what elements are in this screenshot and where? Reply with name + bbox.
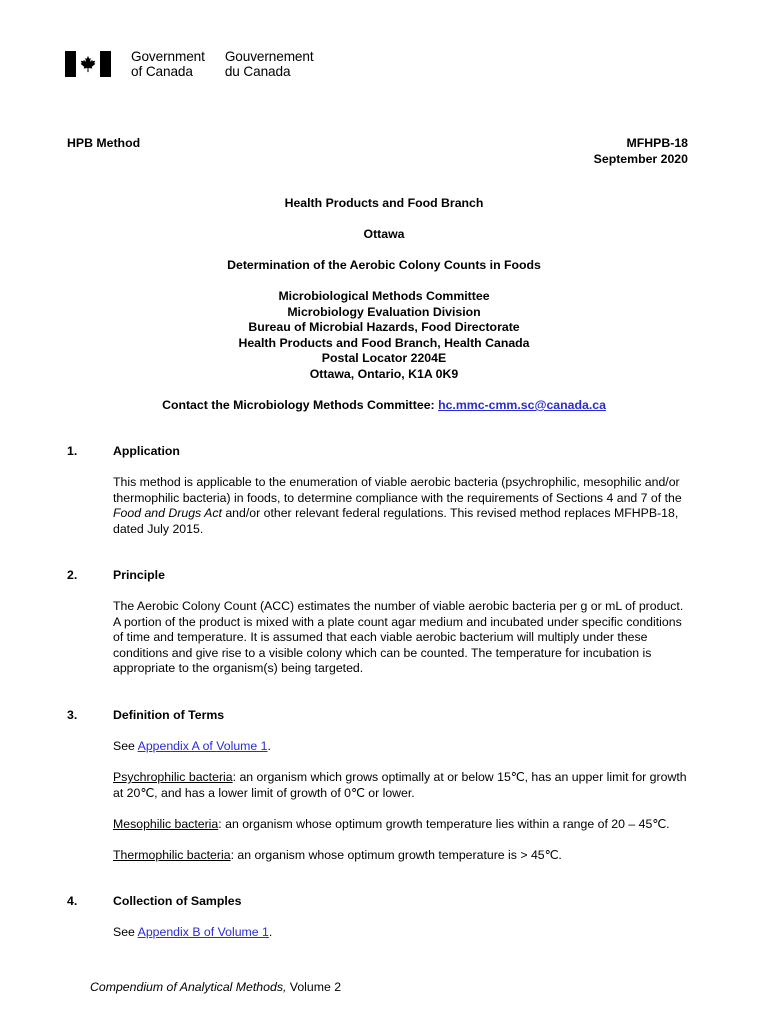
address-line: Bureau of Microbial Hazards, Food Directorate: [248, 320, 520, 334]
section-2-paragraph: [113, 599, 703, 677]
paragraph-line: [113, 770, 703, 786]
gov-fr-line2: du Canada: [224, 64, 291, 79]
paragraph-line: at 20℃, and has a lower limit of growth of 0℃ or lower.: [113, 785, 415, 800]
method-code-block: [594, 136, 688, 167]
psychrophilic-text: : an organism which grows optimally at or below 15℃, has an upper limit for growth: [232, 770, 687, 784]
paragraph-line: dated July 2015.: [113, 521, 204, 536]
section-4-number: 4.: [67, 894, 78, 908]
section-2-number: 2.: [67, 568, 78, 582]
branch-heading: Health Products and Food Branch: [284, 196, 484, 210]
mesophilic-text: : an organism whose optimum growth temperature lies within a range of 20 – 45℃.: [218, 817, 670, 831]
section-2-title: Principle: [113, 568, 165, 582]
section-1-paragraph: [113, 475, 703, 537]
address-block: [0, 289, 768, 382]
paragraph-line-rest: and/or other relevant federal regulations. This revised method replaces MFHPB-18,: [221, 506, 679, 520]
document-title: Determination of the Aerobic Colony Counts in Foods: [227, 258, 541, 272]
address-line: Microbiology Evaluation Division: [287, 304, 481, 319]
paragraph-line: A portion of the product is mixed with a plate count agar medium and incubated under specific conditions: [113, 614, 682, 629]
address-line: Postal Locator 2204E: [321, 351, 447, 365]
section-3-see-appendix: [113, 739, 703, 755]
address-line: Ottawa, Ontario, K1A 0K9: [309, 366, 459, 381]
thermophilic-definition: [113, 848, 703, 864]
paragraph-line: appropriate to the organism(s) being targeted.: [113, 661, 364, 675]
city-heading: Ottawa: [363, 227, 405, 241]
see-suffix: .: [268, 925, 273, 939]
psychrophilic-definition: [113, 770, 703, 801]
contact-line: [0, 398, 768, 414]
paragraph-line: conditions and give rise to a visible colony which can be counted. The temperature for incubation is: [113, 645, 652, 660]
page-footer: [90, 980, 341, 996]
contact-email-link[interactable]: hc.mmc-cmm.sc@canada.ca: [438, 398, 606, 412]
government-of-canada-signature: [65, 49, 314, 79]
canada-flag-icon: [65, 51, 111, 77]
footer-volume: Volume 2: [286, 980, 342, 994]
method-date: September 2020: [593, 151, 688, 166]
appendix-b-link[interactable]: Appendix B of Volume 1: [137, 925, 269, 939]
paragraph-line: [113, 506, 703, 522]
gov-en-line1: Government: [131, 49, 205, 64]
section-4-see-appendix: [113, 925, 703, 941]
contact-prefix: Contact the Microbiology Methods Committee:: [162, 398, 439, 412]
appendix-a-link[interactable]: Appendix A of Volume 1: [137, 739, 268, 753]
paragraph-line: The Aerobic Colony Count (ACC) estimates the number of viable aerobic bacteria per g or mL of product.: [113, 599, 684, 613]
paragraph-line: This method is applicable to the enumeration of viable aerobic bacteria (psychrophilic, mesophilic and/or: [113, 475, 680, 489]
address-line: Health Products and Food Branch, Health Canada: [238, 335, 530, 350]
mesophilic-term: Mesophilic bacteria: [113, 817, 219, 831]
thermophilic-text: : an organism whose optimum growth temperature is > 45℃.: [230, 848, 562, 862]
section-1-number: 1.: [67, 444, 78, 458]
gov-fr-line1: Gouvernement: [224, 49, 314, 64]
section-1-title: Application: [113, 444, 180, 458]
paragraph-line: thermophilic bacteria) in foods, to determine compliance with the requirements of Sections 4 and 7 of the: [113, 490, 682, 505]
mesophilic-definition: [113, 817, 703, 833]
address-line: Microbiological Methods Committee: [278, 289, 490, 303]
section-3-number: 3.: [67, 708, 78, 722]
gov-name-english: [131, 49, 205, 79]
hpb-method-label: HPB Method: [67, 136, 141, 150]
food-and-drugs-act-title: Food and Drugs Act: [113, 506, 222, 520]
see-prefix: See: [113, 739, 138, 753]
see-suffix: .: [267, 739, 271, 753]
section-4-title: Collection of Samples: [113, 894, 242, 908]
psychrophilic-term: Psychrophilic bacteria: [113, 770, 233, 784]
gov-en-line2: of Canada: [131, 64, 193, 79]
see-prefix: See: [113, 925, 138, 939]
section-3-title: Definition of Terms: [113, 708, 225, 722]
footer-title: Compendium of Analytical Methods,: [90, 980, 287, 994]
method-code: MFHPB-18: [626, 136, 688, 150]
gov-name-french: [225, 49, 314, 79]
thermophilic-term: Thermophilic bacteria: [113, 848, 231, 862]
paragraph-line: of time and temperature. It is assumed that each viable aerobic bacterium will multiply under these: [113, 630, 648, 644]
